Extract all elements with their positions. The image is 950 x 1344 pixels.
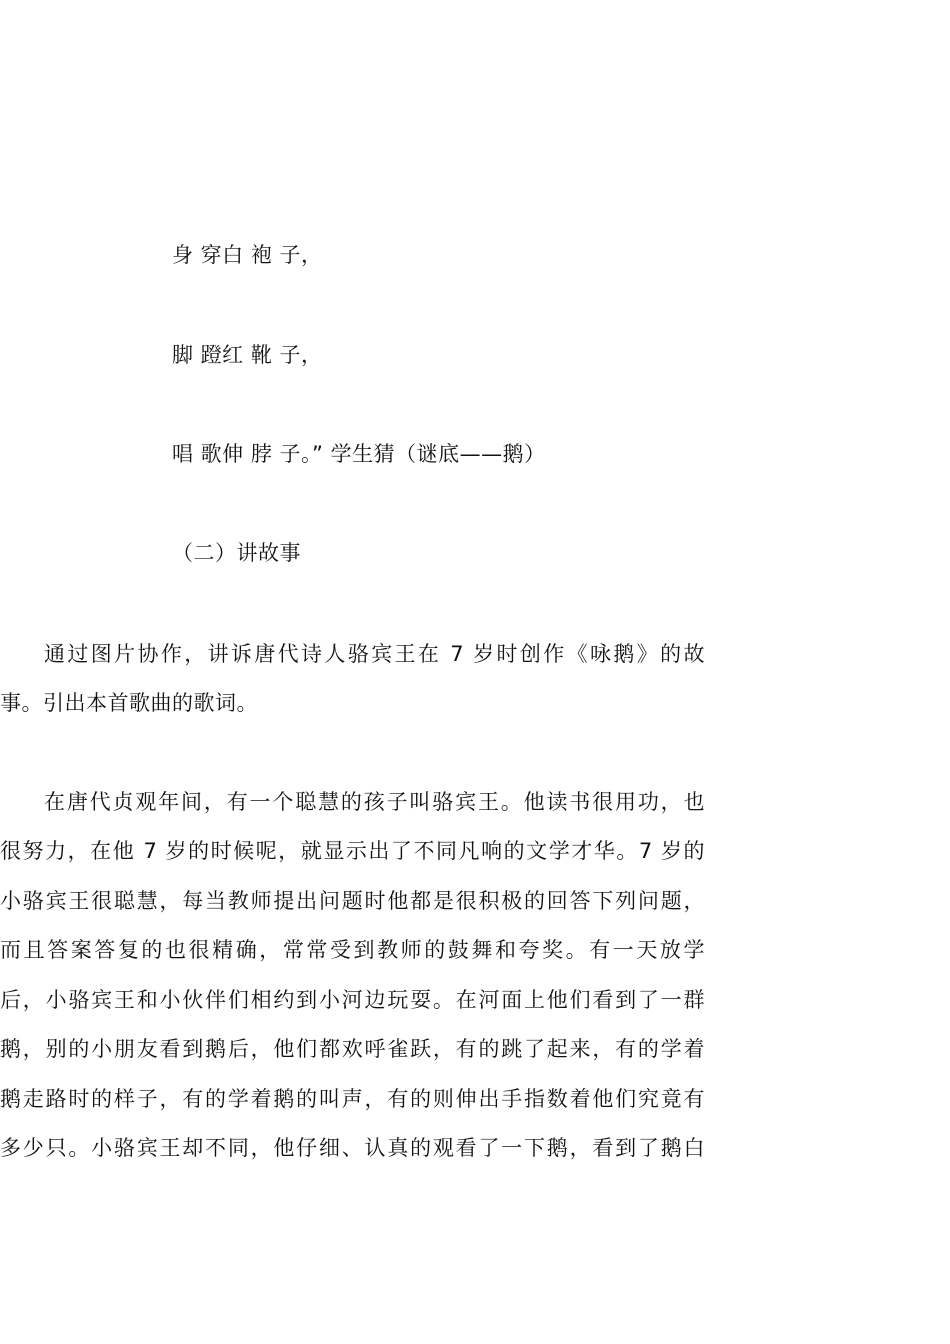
story-line-8: 多少只。小骆宾王却不同，他仔细、认真的观看了一下鹅，看到了鹅白 — [0, 1136, 705, 1160]
intro-line-2: 事。引出本首歌曲的歌词。 — [0, 691, 258, 715]
section-heading: （二）讲故事 — [172, 541, 301, 565]
story-line-7: 鹅走路时的样子，有的学着鹅的叫声，有的则伸出手指数着他们究竟有 — [0, 1087, 705, 1111]
story-line-4: 而且答案答复的也很精确，常常受到教师的鼓舞和夸奖。有一天放学 — [0, 938, 705, 962]
story-line-6: 鹅，别的小朋友看到鹅后，他们都欢呼雀跃，有的跳了起来，有的学着 — [0, 1037, 705, 1061]
riddle-line-3: 唱 歌伸 脖 子。” 学生猜（谜底——鹅） — [172, 442, 546, 466]
story-line-3: 小骆宾王很聪慧，每当教师提出问题时他都是很积极的回答下列问题， — [0, 889, 705, 913]
intro-line-1: 通过图片协作，讲诉唐代诗人骆宾王在 7 岁时创作《咏鹅》的故 — [44, 642, 705, 666]
riddle-line-2: 脚 蹬红 靴 子， — [172, 343, 323, 367]
story-line-1: 在唐代贞观年间，有一个聪慧的孩子叫骆宾王。他读书很用功，也 — [44, 790, 705, 814]
riddle-line-1: 身 穿白 袍 子， — [172, 243, 323, 267]
story-line-5: 后，小骆宾王和小伙伴们相约到小河边玩耍。在河面上他们看到了一群 — [0, 988, 705, 1012]
story-line-2: 很努力，在他 7 岁的时候呢，就显示出了不同凡响的文学才华。7 岁的 — [0, 839, 705, 863]
